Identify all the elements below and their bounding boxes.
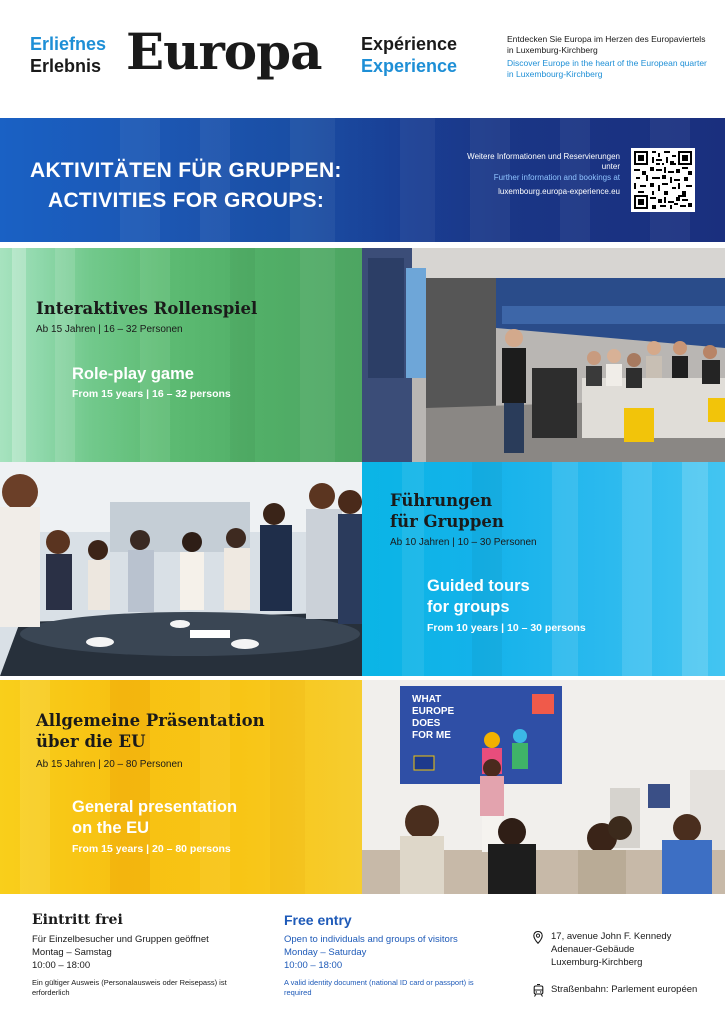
footer-entry-de xyxy=(32,912,262,997)
screen-text-line4: FOR ME xyxy=(412,730,451,741)
footer-entry-en xyxy=(284,912,494,997)
qr-code-icon[interactable] xyxy=(631,148,695,212)
footer-title-de: Eintritt frei xyxy=(32,912,123,928)
activities-banner xyxy=(0,118,725,242)
general-presentation-subtitle-de: Ab 15 Jahren | 20 – 80 Personen xyxy=(36,759,183,770)
location-pin-icon xyxy=(533,931,547,948)
footer-note-en: A valid identity document (national ID card or passport) is required xyxy=(284,978,474,997)
footer xyxy=(0,900,725,1024)
banner-info xyxy=(460,152,620,197)
general-presentation-title-de-line2: über die EU xyxy=(36,732,146,751)
guided-tours-title-en xyxy=(427,576,530,618)
footer-address xyxy=(533,930,697,1001)
header-description-de: Entdecken Sie Europa im Herzen des Europaviertels in Luxemburg-Kirchberg xyxy=(507,34,706,55)
general-presentation-subtitle-en: From 15 years | 20 – 80 persons xyxy=(72,843,231,855)
banner-info-en: Further information and bookings at xyxy=(493,173,620,182)
tram-icon xyxy=(533,984,547,1001)
role-play-text-panel xyxy=(0,248,362,462)
screen-text-line3: DOES xyxy=(412,718,441,729)
role-play-subtitle-de: Ab 15 Jahren | 16 – 32 Personen xyxy=(36,324,183,335)
section-guided-tours xyxy=(0,462,725,676)
header xyxy=(0,0,725,118)
general-presentation-title-de-line1: Allgemeine Präsentation xyxy=(36,711,265,730)
role-play-photo-illustration xyxy=(362,248,725,462)
role-play-title-de: Interaktives Rollenspiel xyxy=(36,299,258,318)
address-line3: Luxemburg-Kirchberg xyxy=(551,957,643,968)
footer-open-en: Open to individuals and groups of visitors xyxy=(284,934,458,945)
guided-tours-text-panel xyxy=(362,462,725,676)
section-role-play xyxy=(0,248,725,462)
guided-tours-subtitle-en: From 10 years | 10 – 30 persons xyxy=(427,622,586,634)
footer-title-en: Free entry xyxy=(284,912,352,928)
address-line2: Adenauer-Gebäude xyxy=(551,944,635,955)
section-general-presentation xyxy=(0,680,725,894)
address-block xyxy=(533,930,697,969)
footer-note-de: Ein gültiger Ausweis (Personalausweis oder Reisepass) ist erforderlich xyxy=(32,978,227,997)
footer-days-en: Monday – Saturday xyxy=(284,947,367,958)
guided-tours-photo xyxy=(0,462,362,676)
general-presentation-title-en-line2: on the EU xyxy=(72,819,149,837)
guided-tours-title-de xyxy=(390,490,504,532)
guided-tours-title-en-line2: for groups xyxy=(427,598,510,616)
role-play-subtitle-en: From 15 years | 16 – 32 persons xyxy=(72,388,231,400)
footer-open-de: Für Einzelbesucher und Gruppen geöffnet xyxy=(32,934,209,945)
general-presentation-title-de xyxy=(36,710,265,752)
header-logo-europa: Europa xyxy=(126,22,322,81)
banner-title-de: AKTIVITÄTEN FÜR GRUPPEN: xyxy=(30,159,342,182)
header-word-english: Experience xyxy=(361,56,458,76)
general-presentation-photo-illustration xyxy=(362,680,725,894)
guided-tours-title-de-line1: Führungen xyxy=(390,491,493,510)
footer-days-de: Montag – Samstag xyxy=(32,947,112,958)
guided-tours-title-de-line2: für Gruppen xyxy=(390,512,504,531)
header-word-french: Expérience xyxy=(361,34,458,54)
general-presentation-text-panel xyxy=(0,680,362,894)
banner-info-de: Weitere Informationen und Reservierungen unter xyxy=(467,152,620,171)
footer-hours-en: 10:00 – 18:00 xyxy=(284,960,343,971)
footer-hours-de: 10:00 – 18:00 xyxy=(32,960,91,971)
general-presentation-title-en-line1: General presentation xyxy=(72,798,238,816)
header-right-words xyxy=(361,33,457,77)
screen-text-line1: WHAT xyxy=(412,694,442,705)
header-left-words xyxy=(30,33,106,77)
tram-stop xyxy=(533,983,697,1001)
guided-tours-photo-illustration xyxy=(0,462,362,676)
header-word-german: Erlebnis xyxy=(30,56,102,76)
banner-url-link[interactable]: luxembourg.europa-experience.eu xyxy=(498,187,620,196)
banner-title xyxy=(30,156,342,216)
guided-tours-title-en-line1: Guided tours xyxy=(427,577,530,595)
header-word-luxembourgish: Erliefnes xyxy=(30,34,107,54)
tram-stop-label: Straßenbahn: Parlement européen xyxy=(551,984,698,995)
general-presentation-photo xyxy=(362,680,725,894)
header-description xyxy=(507,34,712,80)
guided-tours-subtitle-de: Ab 10 Jahren | 10 – 30 Personen xyxy=(390,537,537,548)
screen-text-line2: EUROPE xyxy=(412,706,455,717)
role-play-photo xyxy=(362,248,725,462)
address-line1: 17, avenue John F. Kennedy xyxy=(551,931,672,942)
general-presentation-title-en xyxy=(72,797,237,839)
qr-code-graphic xyxy=(634,151,692,209)
header-description-en: Discover Europe in the heart of the European quarter in Luxembourg-Kirchberg xyxy=(507,58,707,79)
role-play-title-en: Role-play game xyxy=(72,365,194,383)
banner-title-en: ACTIVITIES FOR GROUPS: xyxy=(48,189,325,212)
